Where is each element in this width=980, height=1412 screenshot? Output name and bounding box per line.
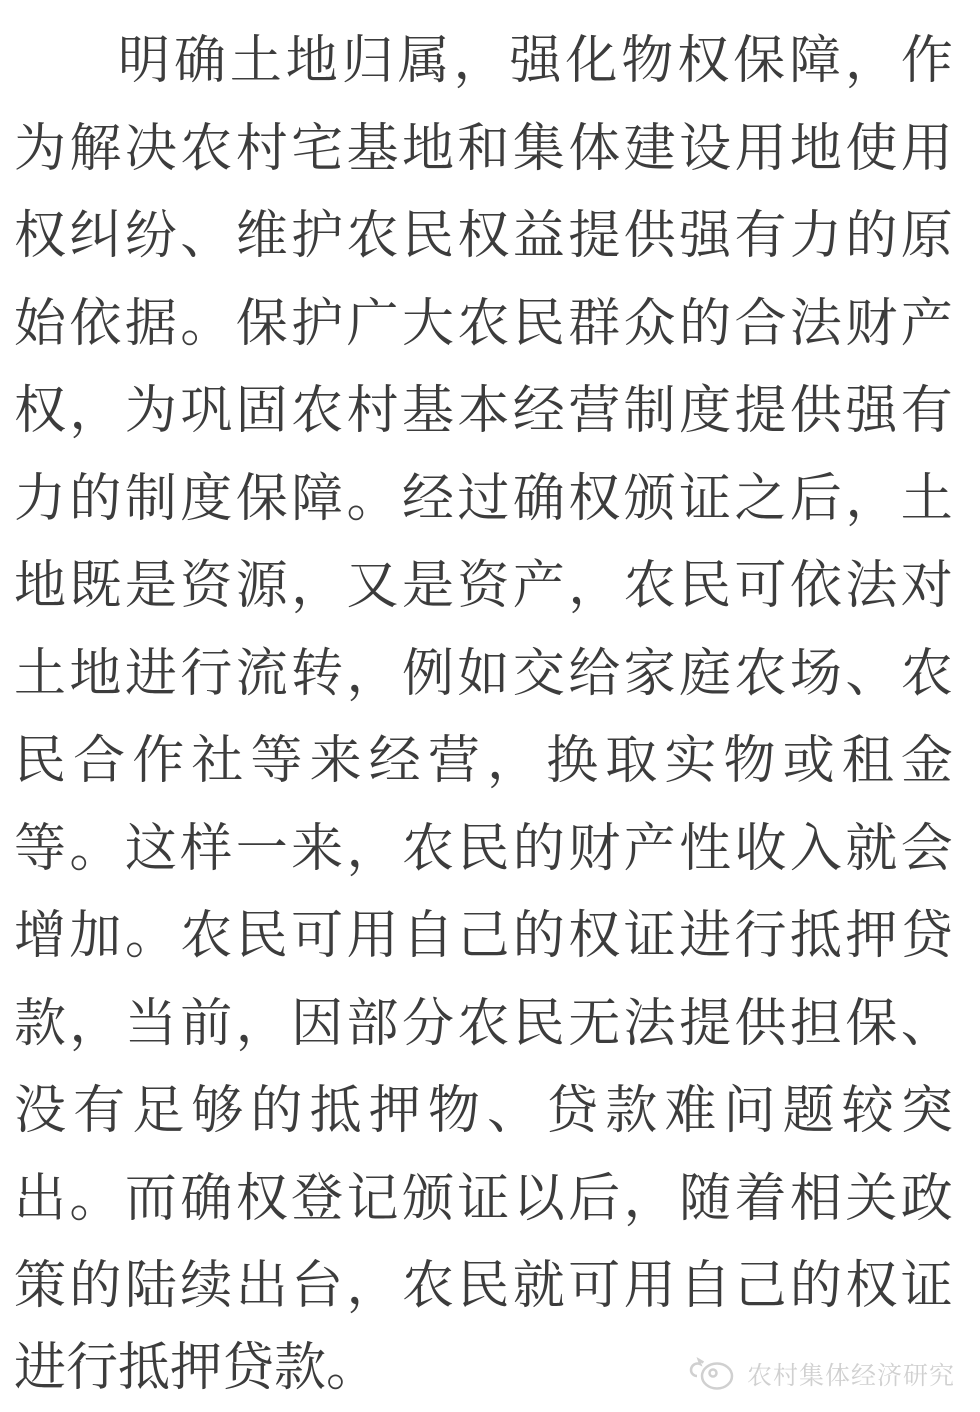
glyph: ，: [69, 994, 122, 1053]
glyph: 化: [565, 32, 618, 91]
glyph: 建: [623, 119, 676, 178]
glyph: 自: [679, 1257, 732, 1316]
glyph: 社: [191, 732, 244, 791]
glyph: 证: [900, 1257, 953, 1316]
glyph: 贷: [900, 907, 953, 966]
glyph: 出: [14, 1169, 67, 1228]
paragraph-line: [14, 712, 953, 800]
paragraph-line: [14, 450, 953, 538]
glyph: 又: [346, 557, 399, 616]
glyph: 物: [621, 32, 674, 91]
glyph: 保: [845, 994, 898, 1053]
glyph: 广: [346, 294, 399, 353]
glyph: 过: [457, 469, 510, 528]
paragraph-line: [14, 362, 953, 450]
glyph: 等: [250, 732, 303, 791]
glyph: 提: [679, 994, 732, 1053]
glyph: 资: [180, 557, 233, 616]
glyph: 土: [14, 644, 67, 703]
glyph: 是: [124, 557, 177, 616]
glyph: ，: [69, 382, 122, 441]
glyph: ，: [487, 732, 540, 791]
paragraph-line: [14, 12, 953, 100]
glyph: 土: [900, 469, 953, 528]
paragraph-line: [14, 1062, 953, 1150]
glyph: 权: [677, 32, 730, 91]
glyph: 用: [623, 1257, 676, 1316]
glyph: 经: [401, 469, 454, 528]
glyph: ，: [845, 469, 898, 528]
glyph: 己: [457, 907, 510, 966]
glyph: 取: [605, 732, 658, 791]
glyph: 强: [679, 207, 732, 266]
glyph: 抵: [309, 1082, 362, 1141]
glyph: 为: [14, 119, 67, 178]
glyph: 障: [789, 32, 842, 91]
glyph: 突: [900, 1082, 953, 1141]
glyph: 一: [235, 819, 288, 878]
glyph: 性: [679, 819, 732, 878]
glyph: 力: [789, 207, 842, 266]
glyph: ，: [844, 32, 897, 91]
glyph: 换: [546, 732, 599, 791]
glyph: 权: [568, 469, 621, 528]
glyph: 营: [568, 382, 621, 441]
glyph: 确: [173, 32, 226, 91]
glyph: 法: [789, 294, 842, 353]
glyph: 村: [346, 382, 399, 441]
paragraph-line: [14, 100, 953, 188]
glyph: 后: [789, 469, 842, 528]
glyph: 经: [368, 732, 421, 791]
glyph: 归: [341, 32, 394, 91]
glyph: 较: [841, 1082, 894, 1141]
glyph: 基: [401, 382, 454, 441]
glyph: 关: [845, 1169, 898, 1228]
paragraph-line: [14, 887, 953, 975]
glyph: 证: [623, 907, 676, 966]
glyph: 地: [401, 119, 454, 178]
glyph: 后: [568, 1169, 621, 1228]
glyph: 或: [782, 732, 835, 791]
glyph: 农: [900, 644, 953, 703]
glyph: 既: [69, 557, 122, 616]
glyph: 的: [250, 1082, 303, 1141]
glyph: 保: [235, 469, 288, 528]
glyph: 集: [512, 119, 565, 178]
glyph: 制: [124, 469, 177, 528]
glyph: 、: [900, 994, 953, 1053]
glyph: 合: [734, 294, 787, 353]
glyph: 产: [623, 819, 676, 878]
glyph: 来: [309, 732, 362, 791]
glyph: 保: [733, 32, 786, 91]
paragraph-line: [14, 1150, 953, 1238]
glyph: 营: [427, 732, 480, 791]
glyph: 原: [900, 207, 953, 266]
glyph: 交: [512, 644, 565, 703]
glyph: 收: [734, 819, 787, 878]
glyph: 抵: [789, 907, 842, 966]
glyph: 大: [401, 294, 454, 353]
glyph: 台: [291, 1257, 344, 1316]
glyph: 供: [623, 207, 676, 266]
glyph: 民: [401, 207, 454, 266]
glyph: 地: [789, 119, 842, 178]
glyph: 提: [568, 207, 621, 266]
glyph: 。: [180, 294, 233, 353]
glyph: ，: [623, 1169, 676, 1228]
paragraph-line: [14, 625, 953, 713]
glyph: 产: [900, 294, 953, 353]
chat-bubble-logo-icon: [683, 1354, 739, 1394]
glyph: 因: [291, 994, 344, 1053]
glyph: 有: [73, 1082, 126, 1141]
glyph: 陆: [124, 1257, 177, 1316]
glyph: 、: [180, 207, 233, 266]
glyph: 以: [512, 1169, 565, 1228]
glyph: 样: [180, 819, 233, 878]
glyph: 地: [285, 32, 338, 91]
glyph: 设: [679, 119, 732, 178]
glyph: 土: [229, 32, 282, 91]
glyph: 民: [512, 994, 565, 1053]
glyph: 源: [235, 557, 288, 616]
glyph: 农: [291, 382, 344, 441]
glyph: 庭: [679, 644, 732, 703]
glyph: 等: [14, 819, 67, 878]
paragraph-line: [14, 187, 953, 275]
glyph: 维: [235, 207, 288, 266]
glyph: 始: [14, 294, 67, 353]
glyph: 如: [457, 644, 510, 703]
glyph: 群: [568, 294, 621, 353]
glyph: 权: [14, 207, 67, 266]
glyph: 财: [568, 819, 621, 878]
glyph: 依: [789, 557, 842, 616]
glyph: ，: [235, 994, 288, 1053]
glyph: 来: [291, 819, 344, 878]
glyph: 押: [845, 907, 898, 966]
glyph: ，: [346, 1257, 399, 1316]
glyph: 金: [900, 732, 953, 791]
glyph: 为: [124, 382, 177, 441]
glyph: 纷: [124, 207, 177, 266]
glyph: 的: [512, 819, 565, 878]
glyph: 自: [401, 907, 454, 966]
glyph: 。: [346, 469, 399, 528]
glyph: 策: [14, 1257, 67, 1316]
glyph: 本: [457, 382, 510, 441]
glyph: 押: [368, 1082, 421, 1141]
glyph: 租: [841, 732, 894, 791]
glyph: 己: [734, 1257, 787, 1316]
glyph: 例: [401, 644, 454, 703]
glyph: 作: [900, 32, 953, 91]
glyph: 。: [124, 907, 177, 966]
glyph: 民: [457, 1257, 510, 1316]
glyph: 续: [180, 1257, 233, 1316]
watermark: [683, 1354, 955, 1394]
glyph: 进: [679, 907, 732, 966]
glyph: 度: [679, 382, 732, 441]
glyph: 农: [457, 294, 510, 353]
glyph: 之: [734, 469, 787, 528]
glyph: 贷: [546, 1082, 599, 1141]
glyph: 度: [180, 469, 233, 528]
glyph: 证: [457, 1169, 510, 1228]
glyph: 这: [124, 819, 177, 878]
glyph: 行: [180, 644, 233, 703]
glyph: 制: [623, 382, 676, 441]
glyph: 进: [124, 644, 177, 703]
paragraph-last-line: 进行抵押贷款。: [14, 1338, 379, 1397]
glyph: 而: [124, 1169, 177, 1228]
glyph: 宅: [291, 119, 344, 178]
glyph: 记: [346, 1169, 399, 1228]
glyph: 款: [605, 1082, 658, 1141]
glyph: 物: [723, 732, 776, 791]
glyph: 颁: [401, 1169, 454, 1228]
glyph: 力: [14, 469, 67, 528]
glyph: ，: [346, 819, 399, 878]
glyph: 转: [291, 644, 344, 703]
glyph: 农: [346, 207, 399, 266]
glyph: 地: [69, 644, 122, 703]
glyph: 的: [789, 1257, 842, 1316]
glyph: 对: [900, 557, 953, 616]
glyph: 没: [14, 1082, 67, 1141]
glyph: 的: [69, 1257, 122, 1316]
glyph: 保: [235, 294, 288, 353]
glyph: 家: [623, 644, 676, 703]
glyph: 资: [457, 557, 510, 616]
glyph: 供: [789, 382, 842, 441]
glyph: 确: [512, 469, 565, 528]
glyph: 登: [291, 1169, 344, 1228]
glyph: 农: [457, 994, 510, 1053]
glyph: ，: [291, 557, 344, 616]
glyph: 、: [487, 1082, 540, 1141]
glyph: 法: [845, 557, 898, 616]
glyph: 权: [845, 1257, 898, 1316]
glyph: 强: [509, 32, 562, 91]
glyph: 入: [789, 819, 842, 878]
glyph: 明: [118, 32, 171, 91]
glyph: 是: [401, 557, 454, 616]
glyph: 村: [235, 119, 288, 178]
glyph: 用: [900, 119, 953, 178]
glyph: 实: [664, 732, 717, 791]
glyph: 。: [69, 819, 122, 878]
glyph: 增: [14, 907, 67, 966]
glyph: 护: [291, 294, 344, 353]
glyph: 证: [679, 469, 732, 528]
paragraph-line: [14, 975, 953, 1063]
glyph: 随: [679, 1169, 732, 1228]
glyph: 民: [235, 907, 288, 966]
glyph: 提: [734, 382, 787, 441]
glyph: 场: [789, 644, 842, 703]
glyph: 无: [568, 994, 621, 1053]
glyph: 难: [664, 1082, 717, 1141]
glyph: 民: [14, 732, 67, 791]
glyph: 、: [845, 644, 898, 703]
glyph: 固: [235, 382, 288, 441]
glyph: 地: [14, 557, 67, 616]
glyph: 可: [734, 557, 787, 616]
glyph: 颁: [623, 469, 676, 528]
glyph: 。: [69, 1169, 122, 1228]
glyph: 护: [291, 207, 344, 266]
glyph: 就: [512, 1257, 565, 1316]
glyph: 民: [512, 294, 565, 353]
glyph: 分: [401, 994, 454, 1053]
glyph: 财: [845, 294, 898, 353]
glyph: 决: [124, 119, 177, 178]
glyph: 前: [180, 994, 233, 1053]
glyph: ，: [568, 557, 621, 616]
watermark-label: 农村集体经济研究: [746, 1362, 955, 1390]
glyph: 出: [235, 1257, 288, 1316]
paragraph-line: [14, 1237, 953, 1325]
glyph: 农: [623, 557, 676, 616]
paragraph-line: [14, 275, 953, 363]
glyph: 农: [401, 1257, 454, 1316]
glyph: 使: [845, 119, 898, 178]
glyph: 确: [180, 1169, 233, 1228]
glyph: 益: [512, 207, 565, 266]
glyph: 物: [427, 1082, 480, 1141]
glyph: 权: [235, 1169, 288, 1228]
glyph: 障: [291, 469, 344, 528]
glyph: 民: [457, 819, 510, 878]
glyph: 法: [623, 994, 676, 1053]
glyph: ，: [453, 32, 506, 91]
glyph: 够: [191, 1082, 244, 1141]
glyph: 据: [124, 294, 177, 353]
glyph: 农: [180, 907, 233, 966]
glyph: 民: [679, 557, 732, 616]
glyph: 权: [457, 207, 510, 266]
glyph: 农: [401, 819, 454, 878]
glyph: 和: [457, 119, 510, 178]
glyph: 众: [623, 294, 676, 353]
glyph: 作: [132, 732, 185, 791]
glyph: 权: [568, 907, 621, 966]
glyph: 相: [789, 1169, 842, 1228]
glyph: 合: [73, 732, 126, 791]
glyph: 题: [782, 1082, 835, 1141]
glyph: 款: [14, 994, 67, 1053]
glyph: 基: [346, 119, 399, 178]
glyph: 权: [14, 382, 67, 441]
glyph: 担: [789, 994, 842, 1053]
glyph: 农: [734, 644, 787, 703]
glyph: 依: [69, 294, 122, 353]
glyph: 加: [69, 907, 122, 966]
glyph: 纠: [69, 207, 122, 266]
glyph: 体: [568, 119, 621, 178]
glyph: 会: [900, 819, 953, 878]
glyph: 的: [679, 294, 732, 353]
glyph: 用: [346, 907, 399, 966]
paragraph-line: [14, 537, 953, 625]
glyph: 解: [69, 119, 122, 178]
glyph: 问: [723, 1082, 776, 1141]
glyph: 就: [845, 819, 898, 878]
glyph: 流: [235, 644, 288, 703]
glyph: 用: [734, 119, 787, 178]
glyph: 巩: [180, 382, 233, 441]
glyph: 足: [132, 1082, 185, 1141]
glyph: 着: [734, 1169, 787, 1228]
glyph: 行: [734, 907, 787, 966]
paragraph-line: [14, 800, 953, 888]
glyph: 属: [397, 32, 450, 91]
glyph: ，: [346, 644, 399, 703]
glyph: 农: [180, 119, 233, 178]
glyph: 的: [512, 907, 565, 966]
glyph: 供: [734, 994, 787, 1053]
glyph: 政: [900, 1169, 953, 1228]
glyph: 可: [291, 907, 344, 966]
glyph: 可: [568, 1257, 621, 1316]
glyph: 经: [512, 382, 565, 441]
glyph: 产: [512, 557, 565, 616]
glyph: 部: [346, 994, 399, 1053]
glyph: 的: [69, 469, 122, 528]
glyph: 的: [845, 207, 898, 266]
glyph: 有: [900, 382, 953, 441]
glyph: 有: [734, 207, 787, 266]
glyph: 当: [124, 994, 177, 1053]
glyph: 强: [845, 382, 898, 441]
glyph: 给: [568, 644, 621, 703]
